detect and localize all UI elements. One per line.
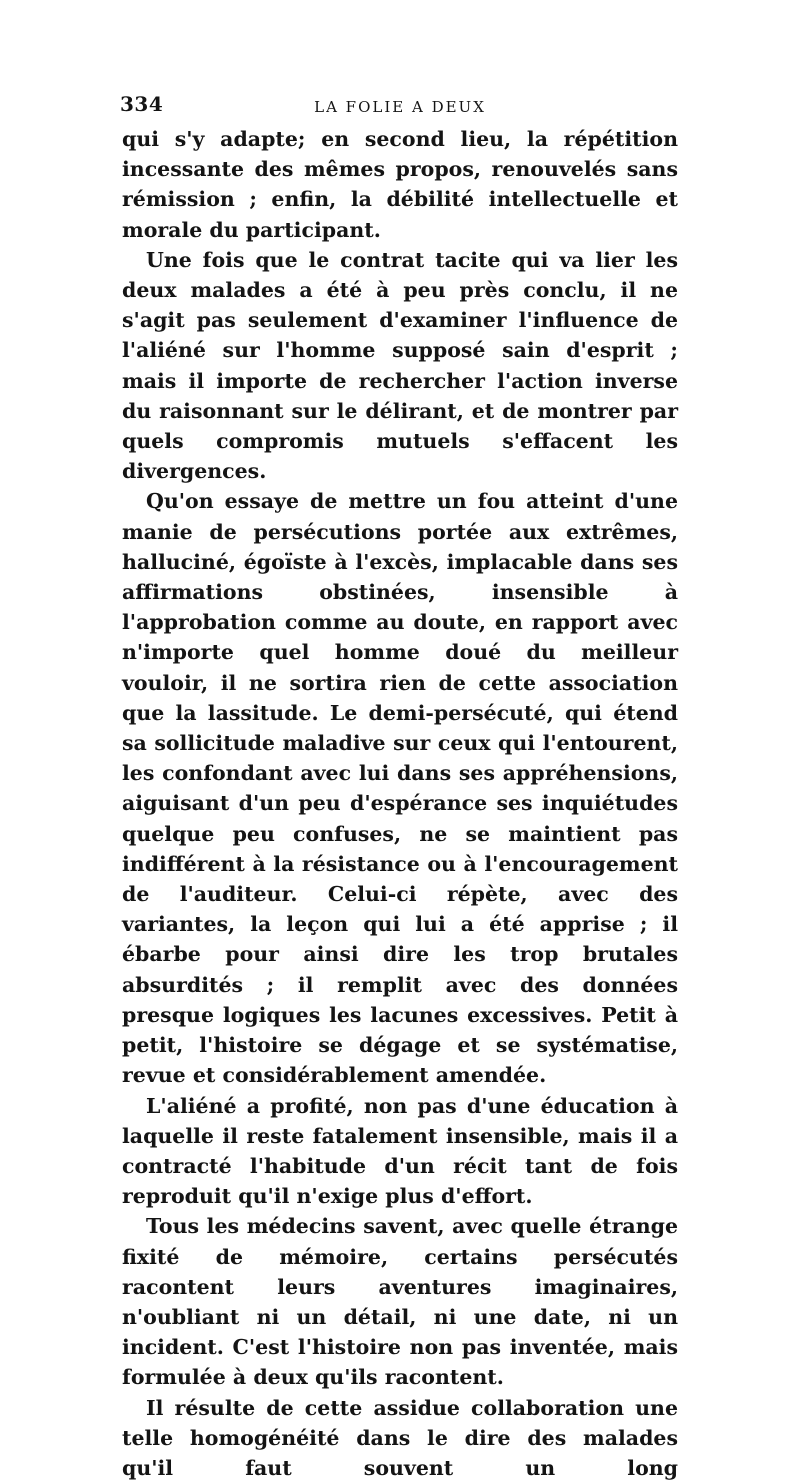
paragraph-5: Tous les médecins savent, avec quelle étrange fixité de mémoire, certains persécutés racontent leurs aventures imaginaires, n'oubliant ni un détail, ni une date, ni un incident. C'est l'histoire non pas inventée, mais formulée à deux qu'ils racontent. bbox=[122, 1214, 678, 1390]
paragraph-6: Il résulte de cette assidue collaboration une telle homogénéité dans le dire des malades qu'il faut souvent un long bbox=[122, 1395, 678, 1480]
paragraph-2: Une fois que le contrat tacite qui va lier les deux malades a été à peu près conclu, il ne s'agit pas seulement d'examiner l'influence de l'aliéné sur l'homme supposé sain d'esprit ; mais il importe de rechercher l'action inverse du raisonnant sur le délirant, et de montrer par quels compromis mutuels s'effacent les divergences. bbox=[122, 247, 678, 484]
body-text bbox=[122, 124, 678, 1483]
running-head: LA FOLIE A DEUX bbox=[314, 98, 486, 116]
book-page bbox=[122, 92, 678, 1483]
paragraph-3: Qu'on essaye de mettre un fou atteint d'une manie de persécutions portée aux extrêmes, halluciné, égoïste à l'excès, implacable dans ses affirmations obstinées, insensible à l'approbation comme au doute, en rapport avec n'importe quel homme doué du meilleur vouloir, il ne sortira rien de cette association que la lassitude. Le demi-persécuté, qui étend sa sollicitude maladive sur ceux qui l'entourent, les confondant avec lui dans ses appréhensions, aiguisant d'un peu d'espérance ses inquiétudes quelque peu confuses, ne se maintient pas indifférent à la résistance ou à l'encouragement de l'auditeur. Celui-ci répète, avec des variantes, la leçon qui lui a été apprise ; il ébarbe pour ainsi dire les trop brutales absurdités ; il remplit avec des données presque logiques les lacunes excessives. Petit à petit, l'histoire se dégage et se systématise, revue et considérablement amendée. bbox=[122, 489, 678, 1088]
page-number: 334 bbox=[120, 92, 164, 116]
paragraph-4: L'aliéné a profité, non pas d'une éducation à laquelle il reste fatalement insensible, mais il a contracté l'habitude d'un récit tant de fois reproduit qu'il n'exige plus d'effort. bbox=[122, 1093, 678, 1209]
paragraph-1: qui s'y adapte; en second lieu, la répétition incessante des mêmes propos, renouvelés sans rémission ; enfin, la débilité intellectuelle et morale du participant. bbox=[122, 127, 678, 242]
page-header bbox=[122, 92, 678, 124]
